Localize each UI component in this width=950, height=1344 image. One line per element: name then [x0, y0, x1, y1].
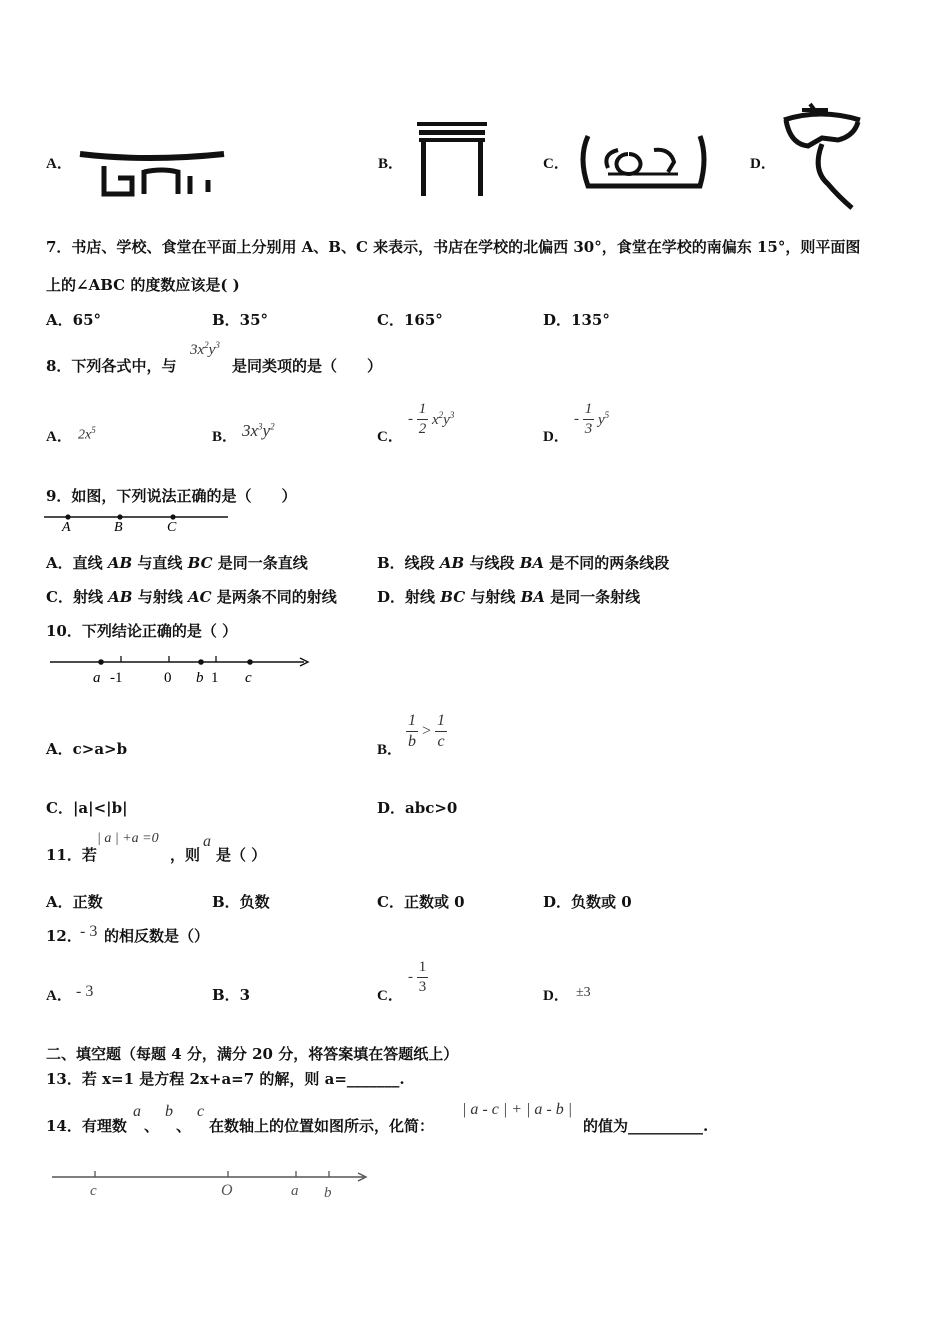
q9-stem: 9．如图，下列说法正确的是（ ） — [46, 487, 297, 505]
q8-option-b-expr: $3x^3y^2$ — [242, 421, 275, 440]
q10-option-b-label: B． — [377, 742, 403, 758]
q14-variable-b: b — [165, 1103, 173, 1120]
q10-label-one: 1 — [211, 670, 219, 686]
q8-option-d-label: D． — [543, 429, 569, 445]
q7-option-c: C．165° — [377, 311, 443, 329]
q14-number-line — [50, 1164, 372, 1200]
q10-option-b-expr: $\frac{1}{b}$ > $\frac{1}{c}$ — [408, 712, 446, 750]
q8-stem-suffix: 是同类项的是（ ） — [232, 357, 383, 375]
q12-stem-suffix: 的相反数是（） — [104, 927, 210, 945]
q11-stem-suffix: 是（ ） — [216, 846, 267, 864]
q9-option-a: A．直线 AB 与直线 BC 是同一条直线 — [46, 554, 308, 572]
q9-point-a-label: A — [62, 520, 71, 534]
q14-stem-suffix: 的值为__________. — [583, 1117, 709, 1135]
q12-option-c-label: C． — [377, 988, 403, 1004]
q14-variable-a: a — [133, 1103, 141, 1120]
q9-option-c: C．射线 AB 与射线 AC 是两条不同的射线 — [46, 588, 337, 606]
q14-expression: | a - c | + | a - b | — [462, 1101, 573, 1118]
q12-stem-prefix: 12． — [46, 927, 82, 945]
q11-stem-prefix: 11．若 — [46, 846, 97, 864]
q12-option-d-label: D． — [543, 988, 569, 1004]
q10-label-b: b — [196, 670, 204, 686]
q12-option-a-label: A． — [46, 988, 72, 1004]
q12-option-d-expr: ±3 — [576, 985, 591, 1000]
q14-sep-1: 、 — [144, 1117, 160, 1135]
q14-label-b: b — [324, 1185, 332, 1200]
q8-target-expression: $3x^2y^3$ — [190, 340, 220, 358]
q6-option-a-glyph — [78, 148, 228, 198]
q11-option-c: C．正数或 0 — [377, 893, 465, 911]
q11-option-b: B．负数 — [212, 893, 270, 911]
q11-option-d: D．负数或 0 — [543, 893, 632, 911]
q7-stem-line2: 上的∠ABC 的度数应该是( ) — [46, 276, 240, 294]
q10-label-zero: 0 — [164, 670, 172, 686]
q14-variable-c: c — [197, 1103, 205, 1120]
q10-label-c: c — [245, 670, 252, 686]
q6-option-c-glyph — [578, 128, 708, 194]
q10-label-a: a — [93, 670, 101, 686]
q10-option-a: A．c>a>b — [46, 740, 128, 758]
q10-label-neg1: -1 — [110, 670, 123, 686]
q6-option-b-label: B． — [378, 156, 404, 172]
q10-stem: 10．下列结论正确的是（ ） — [46, 622, 238, 640]
q11-stem-mid: ，则 — [170, 846, 201, 864]
q6-option-a-label: A． — [46, 156, 72, 172]
q8-option-d-expr: - $\frac{1}{3}$ $y^5$ — [574, 401, 610, 437]
q9-option-b: B．线段 AB 与线段 BA 是不同的两条线段 — [377, 554, 670, 572]
q8-option-c-expr: - $\frac{1}{2}$ $x^2y^3$ — [408, 401, 455, 437]
q14-label-o: O — [221, 1182, 233, 1199]
q9-option-d: D．射线 BC 与射线 BA 是同一条射线 — [377, 588, 641, 606]
q10-option-d: D．abc>0 — [377, 799, 458, 817]
q10-number-line — [48, 650, 314, 688]
q14-stem-mid: 在数轴上的位置如图所示，化简： — [209, 1117, 435, 1135]
q7-option-d: D．135° — [543, 311, 610, 329]
q12-option-c-expr: - $\frac{1}{3}$ — [408, 959, 427, 995]
q9-point-a — [65, 514, 70, 519]
q10-option-c: C．|a|<|b| — [46, 799, 128, 817]
q10-point-b — [198, 659, 204, 665]
q13-stem: 13．若 x=1 是方程 2x+a=7 的解，则 a=_______. — [46, 1070, 405, 1088]
q6-option-b-glyph — [415, 120, 491, 198]
q12-value: - 3 — [80, 923, 98, 940]
q9-point-c-label: C — [167, 520, 177, 534]
q7-option-b: B．35° — [212, 311, 269, 329]
q14-label-a: a — [291, 1183, 299, 1199]
q11-condition-expr: | a | +a =0 — [97, 831, 159, 846]
q14-label-c: c — [90, 1183, 97, 1199]
q8-option-a-label: A． — [46, 429, 72, 445]
q14-stem-prefix: 14．有理数 — [46, 1117, 127, 1135]
q7-option-a: A．65° — [46, 311, 102, 329]
q8-option-a-expr: $2x^5$ — [78, 425, 96, 443]
q6-option-d-label: D． — [750, 156, 776, 172]
q7-stem-line1: 7．书店、学校、食堂在平面上分别用 A、B、C 来表示，书店在学校的北偏西 30°，食堂在学校的南偏东 15°，则平面图 — [46, 238, 861, 256]
q6-option-d-glyph — [782, 100, 862, 212]
q6-option-c-label: C． — [543, 156, 569, 172]
q12-option-a-expr: - 3 — [76, 983, 94, 1000]
q11-variable-a: a — [203, 833, 211, 850]
q10-point-c — [247, 659, 253, 665]
q9-point-c — [170, 514, 175, 519]
q9-line-diagram — [44, 508, 234, 534]
q9-point-b — [117, 514, 122, 519]
section-2-heading: 二、填空题（每题 4 分，满分 20 分，将答案填在答题纸上） — [46, 1045, 459, 1063]
q8-option-c-label: C． — [377, 429, 403, 445]
q8-stem-prefix: 8．下列各式中，与 — [46, 357, 177, 375]
q14-sep-2: 、 — [176, 1117, 192, 1135]
q9-point-b-label: B — [114, 520, 123, 534]
q8-option-b-label: B． — [212, 429, 238, 445]
q11-option-a: A．正数 — [46, 893, 103, 911]
q10-point-a — [98, 659, 104, 665]
q12-option-b: B．3 — [212, 986, 251, 1004]
